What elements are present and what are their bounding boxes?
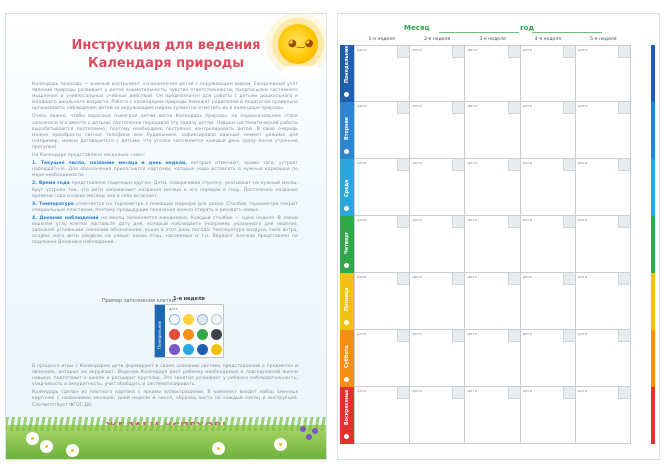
date-box[interactable] (618, 216, 630, 228)
zone-item-3-text: отмечается на термометре с помощью маркера для доски. Столбик термометра покрыт специальным пластиком, поэтому предыдущие показания можно стирать и рисовать новые. (32, 201, 298, 213)
diary-cell[interactable] (576, 102, 631, 159)
diary-cell[interactable] (354, 387, 410, 444)
ladybug-icon (169, 329, 180, 340)
flower-icon (169, 344, 180, 355)
date-label: дата (577, 331, 588, 336)
zone-item-4 (32, 216, 298, 246)
diary-cell[interactable] (465, 273, 520, 330)
daisy-icon (214, 444, 223, 453)
zone-item-2-title: 2. Время года (32, 181, 70, 187)
instruction-page (5, 13, 327, 460)
diary-cell[interactable] (576, 216, 631, 273)
day-cells (354, 330, 631, 387)
month-input-line[interactable] (439, 32, 519, 33)
diary-cell[interactable] (354, 102, 410, 159)
date-box[interactable] (618, 46, 630, 58)
day-color-tab (651, 216, 655, 273)
day-band (340, 159, 354, 216)
date-label: дата (577, 388, 588, 393)
day-name: Понедельник (345, 45, 350, 83)
day-row (340, 216, 658, 273)
day-band (340, 330, 354, 387)
date-label: дата (412, 274, 422, 279)
day-name: Среда (345, 179, 350, 197)
diary-cell[interactable] (465, 330, 520, 387)
date-label: дата (467, 47, 477, 52)
date-box[interactable] (508, 102, 520, 114)
zone-item-4-text: на месяц заполняется ежедневно. Каждый столбик — одна неделя. В левом верхнем углу клетки поставьте дату дня, который наблюдаете (например указанного дня недели), заполняя условными значками обозначение, какая в этот день погода: температура воздуха, сила ветра, осадки, кого дети увидели на улице: каких птиц, насекомых и т.п. Вариант значков представлен на подложке Дневника наблюдений. (32, 215, 299, 246)
date-box[interactable] (508, 159, 520, 171)
diary-cell[interactable] (354, 45, 410, 102)
date-label: дата (577, 47, 588, 52)
diary-cell[interactable] (576, 330, 631, 387)
date-label: дата (357, 47, 367, 52)
zone-item-1-title: 1. Текущее число, название месяца и день недели, (32, 161, 187, 167)
example-day-label: Понедельник (157, 320, 162, 349)
date-label: дата (357, 103, 367, 108)
sun-face-icon: ◕‿◕ (288, 38, 314, 49)
diary-cell[interactable] (465, 387, 520, 444)
date-label: дата (357, 331, 367, 336)
week-header: 2-я неделя (423, 37, 451, 42)
day-row (340, 159, 658, 216)
diary-cell[interactable] (465, 102, 520, 159)
date-box[interactable] (452, 46, 464, 58)
butterfly-icon (211, 344, 222, 355)
week-header: 1-я неделя (368, 37, 395, 42)
week-headers (354, 37, 631, 45)
day-dot-icon (344, 149, 349, 154)
date-box[interactable] (397, 273, 409, 285)
date-label: дата (467, 217, 477, 222)
date-label: дата (412, 217, 422, 222)
date-label: дата (577, 217, 588, 222)
day-dot-icon (344, 263, 349, 268)
thermometer-icon (169, 314, 180, 325)
day-row (340, 330, 658, 387)
date-label: дата (467, 274, 477, 279)
paragraph-intro: Календарь природы — важный инструмент ознакомления детей с окружающим миром. Ежедневный учёт явлений природы развивает у детей внимательность, чувство ответственности, предпосылки системного мышления и универсальных учебных действий. Он предназначен для работы с детьми дошкольного и младшего школьного возраста. Работа с календарем природы поможет родителям и педагогам правильно организовать наблюдения детей за окружающим миром, грамотно отметить их в календаре природы. (32, 82, 298, 112)
closing-text (32, 364, 298, 411)
year-input-line[interactable] (532, 32, 602, 33)
day-color-tab (651, 387, 655, 444)
date-box[interactable] (452, 273, 464, 285)
diary-cell[interactable] (410, 387, 465, 444)
diary-cell[interactable] (354, 159, 410, 216)
diary-cell[interactable] (576, 273, 631, 330)
diary-cell[interactable] (354, 330, 410, 387)
zone-item-2 (32, 181, 298, 199)
sun-weather-icon (183, 314, 194, 325)
paragraph-zones: На Календаре представлено несколько «зон»: (32, 153, 146, 159)
example-date-label: дата (169, 307, 178, 311)
date-box[interactable] (508, 387, 520, 399)
page-title-line2: Календаря природы (87, 56, 245, 71)
day-band (340, 102, 354, 159)
diary-cell[interactable] (410, 102, 465, 159)
date-box[interactable] (618, 330, 630, 342)
day-color-tab (651, 330, 655, 387)
date-box[interactable] (563, 273, 575, 285)
date-box[interactable] (508, 46, 520, 58)
example-day-band (155, 305, 165, 357)
date-label: дата (577, 103, 588, 108)
date-label: дата (522, 160, 533, 165)
year-label: год (520, 24, 535, 32)
day-name: Вторник (345, 116, 350, 140)
day-dot-icon (344, 434, 349, 439)
diary-grid (340, 37, 658, 455)
daisy-icon (28, 434, 37, 443)
date-label: дата (467, 331, 477, 336)
date-box[interactable] (397, 330, 409, 342)
date-box[interactable] (563, 46, 575, 58)
day-band (340, 273, 354, 330)
date-box[interactable] (452, 102, 464, 114)
date-box[interactable] (563, 159, 575, 171)
date-label: дата (357, 160, 367, 165)
zone-item-4-title: 4. Дневник наблюдений (32, 215, 99, 221)
day-cells (354, 387, 631, 444)
day-dot-icon (344, 92, 349, 97)
date-box[interactable] (397, 46, 409, 58)
date-label: дата (357, 274, 367, 279)
day-band (340, 45, 354, 102)
rain-icon (183, 344, 194, 355)
observation-diary-page (337, 13, 660, 460)
diary-cell[interactable] (465, 159, 520, 216)
date-box[interactable] (563, 330, 575, 342)
day-name: Пятница (345, 287, 350, 311)
diary-cell[interactable] (465, 216, 520, 273)
date-label: дата (522, 217, 533, 222)
day-row (340, 387, 658, 444)
diary-cell[interactable] (521, 387, 576, 444)
day-band (340, 387, 354, 444)
day-cells (354, 273, 631, 330)
date-box[interactable] (563, 102, 575, 114)
diary-cell[interactable] (521, 102, 576, 159)
paragraph-kit: Календарь сделан из плотного картона с яркими иллюстрациями. В комплект входит набор сменных карточек с названиями месяцев, дней недели и чисел, образец листа на каждый месяц и инструкция. Соответствует ФГОС ДО. (32, 390, 298, 408)
wind-icon (197, 314, 208, 325)
paragraph-benefits: В процессе игры с Календарем дети формируют в своем сознании систему представлений о предметах и явлениях, которые их окружают. Ведение Календаря даст ребенку необходимые в повседневной жизни навыки, подготовит к школе и расширит кругозор. Это занятие развивает у ребенка наблюдательность, усидчивость и аккуратность, учит обобщать и систематизировать. (32, 364, 298, 388)
zone-item-1 (32, 161, 298, 179)
zone-item-3 (32, 202, 298, 214)
diary-cell[interactable] (410, 159, 465, 216)
month-year-header (338, 24, 659, 38)
date-box[interactable] (618, 387, 630, 399)
diary-cell[interactable] (354, 216, 410, 273)
diary-cell[interactable] (521, 159, 576, 216)
date-box[interactable] (452, 330, 464, 342)
diary-cell[interactable] (410, 273, 465, 330)
date-label: дата (577, 274, 588, 279)
day-dot-icon (344, 377, 349, 382)
diary-cell[interactable] (521, 216, 576, 273)
date-label: дата (522, 103, 533, 108)
diary-cell[interactable] (410, 216, 465, 273)
date-box[interactable] (618, 159, 630, 171)
day-cells (354, 45, 631, 102)
date-label: дата (467, 160, 477, 165)
date-box[interactable] (508, 330, 520, 342)
day-color-tab (651, 102, 655, 159)
daisy-icon (276, 440, 285, 449)
date-box[interactable] (452, 159, 464, 171)
week-header: 3-я неделя (479, 37, 506, 42)
day-name: Суббота (345, 345, 350, 368)
date-label: дата (467, 388, 477, 393)
day-cells (354, 216, 631, 273)
day-dot-icon (344, 320, 349, 325)
date-label: дата (522, 388, 533, 393)
violet-flower-icon (306, 434, 312, 440)
diary-cell[interactable] (521, 45, 576, 102)
day-name: Четверг (345, 231, 350, 254)
date-label: дата (577, 160, 588, 165)
day-row (340, 273, 658, 330)
zone-item-3-title: 3. Температура (32, 201, 74, 207)
date-box[interactable] (397, 216, 409, 228)
date-box[interactable] (397, 387, 409, 399)
cloud-weather-icon (211, 314, 222, 325)
day-color-tab (651, 273, 655, 330)
diary-cell[interactable] (410, 330, 465, 387)
leaf-icon (183, 329, 194, 340)
bird-icon (211, 329, 222, 340)
daisy-icon (42, 442, 51, 451)
date-label: дата (357, 217, 367, 222)
example-caption: Пример заполнения клетки: (102, 298, 177, 304)
example-cell (154, 296, 224, 358)
date-label: дата (412, 160, 422, 165)
day-cells (354, 102, 631, 159)
month-label: Месяц (404, 24, 430, 32)
diary-cell[interactable] (354, 273, 410, 330)
day-cells (354, 159, 631, 216)
day-name: Воскресенье (345, 389, 350, 425)
day-band (340, 216, 354, 273)
day-row (340, 45, 658, 102)
date-box[interactable] (618, 273, 630, 285)
instruction-text (32, 82, 298, 248)
zone-item-2-text: представлено годичным кругом. Дети, поворачивая стрелку, указывают на нужный месяц. Круг устроен так, что дети запоминают названия месяца и его порядок в году. Постепенно название времени года и какие месяцы оно в себя включает. (32, 181, 298, 199)
date-box[interactable] (397, 159, 409, 171)
violet-flower-icon (312, 428, 318, 434)
date-box[interactable] (563, 216, 575, 228)
day-color-tab (651, 159, 655, 216)
violet-flower-icon (300, 426, 306, 432)
date-box[interactable] (452, 387, 464, 399)
date-box[interactable] (508, 216, 520, 228)
tree-icon (197, 329, 208, 340)
day-row (340, 102, 658, 159)
diary-cell[interactable] (576, 387, 631, 444)
date-label: дата (522, 331, 533, 336)
date-label: дата (412, 103, 422, 108)
diary-cell[interactable] (521, 330, 576, 387)
daisy-icon (68, 446, 77, 455)
diary-cell[interactable] (465, 45, 520, 102)
day-dot-icon (344, 206, 349, 211)
week-header: 4-я неделя (534, 37, 562, 42)
zone-item-1-text: которые отмечают, кроме того, устроят наблюдателя. Для обозначения прилагаются карточки, которые надо вставлять в нужные кармашки по мере необходимости. (32, 161, 298, 179)
diary-cell[interactable] (576, 45, 631, 102)
snow-icon (197, 344, 208, 355)
date-label: дата (522, 47, 533, 52)
page-title-line1: Инструкция для ведения (71, 38, 261, 53)
date-box[interactable] (508, 273, 520, 285)
date-label: дата (412, 388, 422, 393)
diary-cell[interactable] (521, 273, 576, 330)
date-box[interactable] (618, 102, 630, 114)
example-week-label: 1-я неделя (173, 296, 205, 302)
date-label: дата (522, 274, 533, 279)
date-box[interactable] (452, 216, 464, 228)
diary-cell[interactable] (410, 45, 465, 102)
date-label: дата (412, 331, 422, 336)
day-color-tab (651, 45, 655, 102)
date-label: дата (467, 103, 477, 108)
date-label: дата (357, 388, 367, 393)
week-header: 5-я неделя (590, 37, 617, 42)
date-box[interactable] (563, 387, 575, 399)
paragraph-adults: Очень важно, чтобы взрослые помогали детям вести Календарь природы, на первоначальном этапе заполняли его вместе с детьми, постепенно передавая эту задачу детям. Навыки систематической работы вырабатываются постепенно, поэтому необходимо постоянно контролировать детей. В свою очередь можно приобрести сигнал телефона или будильника, зафиксировав важный момент режима дня (например, можно договориться с детьми, что уголок заполняется каждый день сразу после утренней прогулки). (32, 114, 298, 150)
date-box[interactable] (397, 102, 409, 114)
diary-cell[interactable] (576, 159, 631, 216)
date-label: дата (412, 47, 422, 52)
